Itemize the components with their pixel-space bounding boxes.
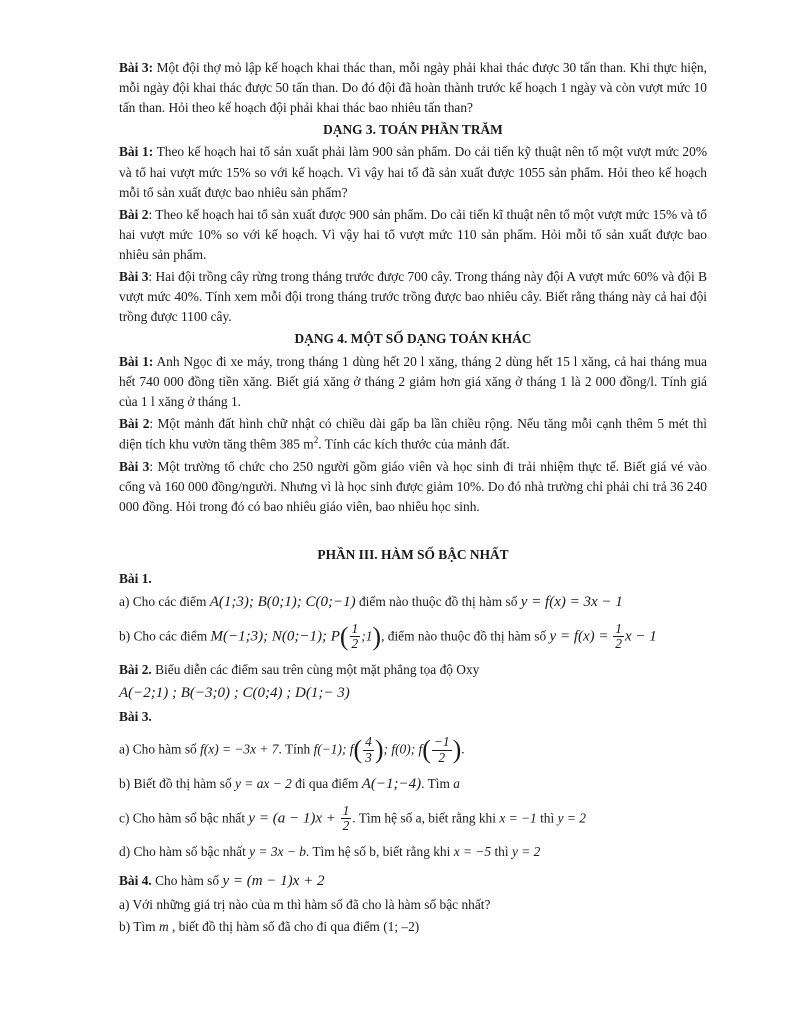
bai2-points: A(−2;1) ; B(−3;0) ; C(0;4) ; D(1;− 3) <box>119 685 350 702</box>
superscript: 2 <box>313 434 319 445</box>
problem-dang4-bai3 <box>119 457 707 517</box>
problem-dang4-bai2 <box>119 414 707 455</box>
problem-text: : Một mảnh đất hình chữ nhật có chiều dài gấp ba lần chiều rộng. Nếu tăng mỗi cạnh thêm 5 mét thì diện tích khu vườn tăng thêm 385 m <box>119 415 707 452</box>
problem-label: Bài 2. <box>119 662 152 678</box>
problem-label: Bài 4. <box>119 873 152 889</box>
points: A(1;3); B(0;1); C(0;−1) <box>209 594 356 611</box>
bai3-label: Bài 3. <box>119 708 152 724</box>
problem-dang3-bai2 <box>119 205 707 265</box>
problem-label: Bài 3 <box>119 458 150 474</box>
bai2 <box>119 660 707 680</box>
bai3-part-a: a) Cho hàm số f(x) = −3x + 7. Tính f(−1); f( $\frac{4}{3}$ ); f(0); f( $\frac{-1}{2}$ ). <box>119 733 465 765</box>
problem-text: . Tính các kích thước của mảnh đất. <box>318 436 510 452</box>
problem-label: Bài 2 <box>119 415 150 431</box>
heading-dang3: DẠNG 3. TOÁN PHẦN TRĂM <box>323 122 503 138</box>
problem-text: Một đội thợ mỏ lập kế hoạch khai thác than, mỗi ngày phải khai thác được 30 tấn than. Khi thực hiện, mỗi ngày đội khai thác được 50 tấn than. Do đó đội đã hoàn thành trước kế hoạch 1 ngày và còn vượt mức 10 tấn than. Hỏi theo kế hoạch đội phải khai thác bao nhiêu tấn than? <box>119 60 707 116</box>
problem-text: Theo kế hoạch hai tổ sản xuất phải làm 900 sản phẩm. Do cải tiến kỹ thuật nên tổ một vượt mức 20% và tổ hai vượt mức 15% so với kế hoạch. Vì vậy hai tổ đã sản xuất được 1055 sản phẩm. Hỏi theo kế hoạch mỗi tổ sản xuất được bao nhiêu sản phẩm? <box>119 144 707 200</box>
problem-dang3-bai1 <box>119 142 707 202</box>
text: , điểm nào thuộc đồ thị hàm số <box>381 627 550 643</box>
bai3-part-d: d) Cho hàm số bậc nhất y = 3x − b. Tìm hệ số b, biết rằng khi x = −5 thì y = 2 <box>119 844 541 860</box>
problem-text: Biểu diễn các điểm sau trên cùng một mặt phẳng tọa độ Oxy <box>151 662 480 678</box>
problem-label: Bài 1: <box>119 144 154 160</box>
bai4: Bài 4. Cho hàm số y = (m − 1)x + 2 <box>119 873 325 890</box>
problem-label: Bài 3: <box>119 60 154 75</box>
function: y = f(x) = 3x − 1 <box>520 594 623 611</box>
problem-dang4-bai1 <box>119 352 707 412</box>
problem-text: : Một trường tổ chức cho 250 người gồm giáo viên và học sinh đi trải nhiệm thực tế. Biết giá vé vào cổng và 160 000 đồng/người. Nhưng vì là học sinh được giảm 10%. Do đó nhà trường chỉ phải chi trả 36 240 000 đồng. Hỏi trong đó có bao nhiêu giáo viên, bao nhiêu học sinh. <box>119 458 708 514</box>
fraction: $\frac{-1}{2}$ <box>433 733 450 765</box>
problem-label: Bài 3 <box>119 269 149 285</box>
bai4-part-b: b) Tìm m , biết đồ thị hàm số đã cho đi qua điểm (1; –2) <box>119 918 420 934</box>
problem-label: Bài 1: <box>119 353 154 369</box>
text: điểm nào thuộc đồ thị hàm số <box>355 594 521 610</box>
bai4-part-a: a) Với những giá trị nào của m thì hàm số đã cho là hàm số bậc nhất? <box>119 896 491 912</box>
points: M(−1;3); N(0;−1); P <box>210 627 340 644</box>
fraction: $\frac{4}{3}$ <box>365 733 372 765</box>
problem-label: Bài 2 <box>119 206 149 222</box>
bai3-part-c: c) Cho hàm số bậc nhất y = (a − 1)x + $\frac{1}{2}$ . Tìm hệ số a, biết rằng khi x = −1 thì y = 2 <box>119 802 586 834</box>
heading-phan3: PHẦN III. HÀM SỐ BẬC NHẤT <box>317 546 509 562</box>
fraction: $\frac{1}{2}$ <box>351 620 359 652</box>
fraction: $\frac{1}{2}$ <box>615 620 622 652</box>
problem-text: : Theo kế hoạch hai tổ sản xuất được 900 sản phẩm. Do cải tiến kĩ thuật nên tổ một vượt mức 15% và tổ hai vượt mức 10% so với kế hoạch. Vì vậy hai tổ vượt mức 110 sản phẩm. Hỏi mỗi tổ sản xuất được bao nhiêu sản phẩm. <box>119 206 707 262</box>
bai1-label: Bài 1. <box>119 570 152 586</box>
bai3-part-b: b) Biết đồ thị hàm số y = ax − 2 đi qua điểm A(−1;−4). Tìm a <box>119 776 460 793</box>
text: b) Cho các điểm <box>119 627 211 643</box>
document-page <box>119 58 707 939</box>
function: y = f(x) = <box>549 627 613 644</box>
problem-dang3-bai3 <box>119 267 707 327</box>
function: y = (m − 1)x + 2 <box>222 873 325 890</box>
heading-dang4: DẠNG 4. MỘT SỐ DẠNG TOÁN KHÁC <box>294 331 532 347</box>
text: a) Cho các điểm <box>119 594 210 610</box>
problem-section2-bai3 <box>119 58 707 118</box>
problem-text: Anh Ngọc đi xe máy, trong tháng 1 dùng hết 20 l xăng, tháng 2 dùng hết 15 l xăng, cả hai tháng mua hết 740 000 đồng tiền xăng. Biết giá xăng ở tháng 2 giảm hơn giá xăng ở tháng 1 là 2 000 đồng/l. Tính giá của 1 l xăng ở tháng 1. <box>119 353 708 409</box>
problem-text: : Hai đội trồng cây rừng trong tháng trước được 700 cây. Trong tháng này đội A vượt mức 60% và đội B vượt mức 40%. Tính xem mỗi đội trong tháng trước trồng được bao nhiêu cây. Biết rằng tháng này cả hai đội trồng được 1100 cây. <box>119 269 707 325</box>
fraction: $\frac{1}{2}$ <box>342 802 350 834</box>
bai1-part-a <box>119 591 707 614</box>
bai1-part-b: b) Cho các điểm M(−1;3); N(0;−1); P( $\frac{1}{2}$ ;1), điểm nào thuộc đồ thị hàm số y = f(x) = $\frac{1}{2}$ x − 1 <box>119 620 657 652</box>
